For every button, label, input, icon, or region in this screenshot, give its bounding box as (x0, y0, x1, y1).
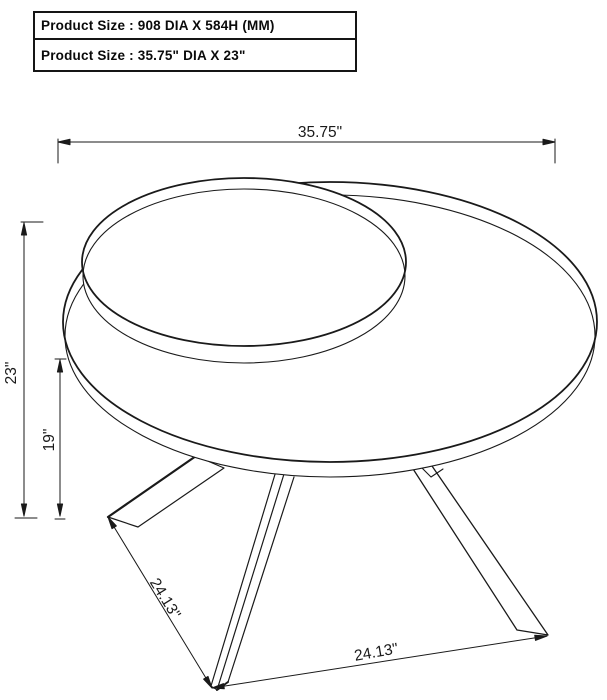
swivel-tray (82, 178, 406, 363)
dim-width-arrow-left (58, 139, 70, 145)
dim-height-label: 23" (3, 361, 20, 385)
dim-width-arrow-right (543, 139, 555, 145)
leg-center-edge-1 (211, 471, 276, 686)
leg-center-edge-3 (228, 477, 294, 682)
leg-right (406, 458, 548, 635)
leg-left (108, 456, 224, 527)
dim-height-arrow-top (21, 223, 26, 235)
product-size-imperial-text: Product Size : 35.75" DIA X 23" (41, 47, 246, 63)
dim-legspan-left-label: 24.13" (146, 575, 184, 622)
dim-clearance-label: 19" (41, 428, 58, 452)
dim-legspan-left-arrow-bottom (204, 676, 212, 688)
dim-legspan-front-arrow-right (535, 635, 547, 640)
tray-surface (82, 178, 406, 346)
table-legs (108, 456, 548, 690)
dim-width-label: 35.75" (297, 124, 343, 141)
dim-clearance-arrow-top (57, 360, 62, 372)
dim-height-arrow-bottom (21, 504, 26, 516)
dim-clearance-arrow-bottom (57, 504, 62, 516)
leg-center-edge-2 (217, 474, 284, 690)
product-size-metric-text: Product Size : 908 DIA X 584H (MM) (41, 18, 275, 33)
dim-legspan-front-label: 24.13" (352, 640, 400, 665)
